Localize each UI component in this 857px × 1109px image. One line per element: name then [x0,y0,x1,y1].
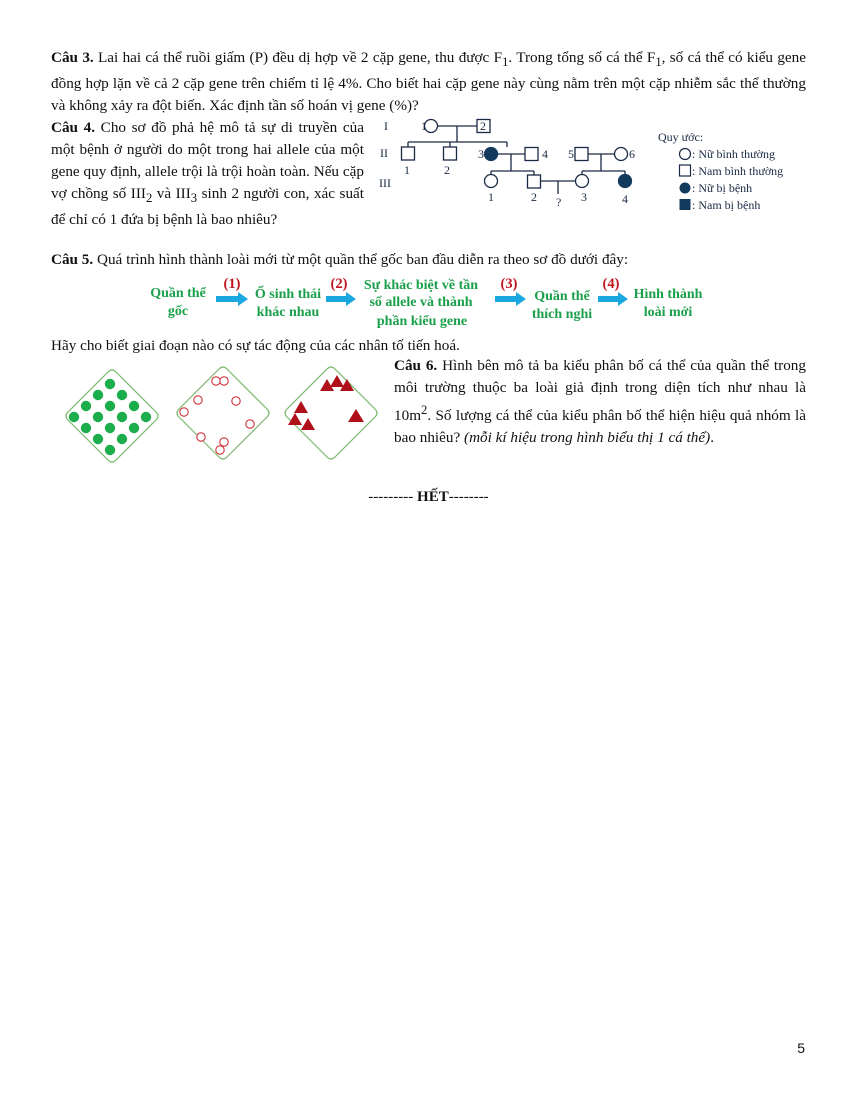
question-3-sub-a: 1 [502,55,509,70]
distribution-patterns-figure [58,364,388,474]
speciation-flow-diagram [140,274,720,332]
question-3 [51,47,806,117]
flow-arrow-4 [598,292,628,306]
gen-II-label: II [380,146,388,160]
flow-box3-line1: Sự khác biệt về tần [363,278,479,293]
question-5 [51,249,806,271]
flow-arrow-2 [326,292,356,306]
question-4-label: Câu 4. [51,119,96,136]
III4-affected-female-symbol [619,175,632,188]
III4-number: 4 [622,192,628,206]
II6-normal-female-symbol [615,148,628,161]
flow-box4-line2: thích nghi [531,307,593,322]
question-6-text-a: Hình bên mô tả ba kiểu phân bố cá thể của quần thể trong môi trường thuộc ba loài giả định trong diện tích như nhau là 10m [394,357,806,425]
green-dot [117,412,127,422]
red-ring [180,408,188,416]
legend-normal-male-icon [680,165,691,176]
question-6-text-c: . [710,429,715,447]
question-6-sup: 2 [421,403,428,417]
question-6-text-b: . Số lượng cá thể của kiểu phân bố thể hiện hiệu quả nhóm là bao nhiêu? [394,407,806,447]
end-marker: --------- HẾT-------- [368,489,489,505]
question-4-text-b: và III [152,185,191,202]
flow-step-2: (2) [330,276,348,292]
II4-normal-male-symbol [525,148,538,161]
red-ring [246,420,254,428]
II2-normal-male-symbol [444,147,457,160]
green-dot [105,379,115,389]
gen-III-label: III [379,176,391,190]
legend-affected-male: : Nam bị bệnh [692,198,761,212]
flow-arrow-3 [495,292,526,306]
green-dot [93,412,103,422]
question-5-text: Quá trình hình thành loài mới từ một quần thể gốc ban đầu diễn ra theo sơ đồ dưới đây: [93,251,629,268]
legend-title: Quy ước: [658,130,704,144]
green-dot [105,401,115,411]
flow-box5-line1: Hình thành [633,287,703,302]
green-dot [141,412,151,422]
legend-affected-male-icon [680,199,691,210]
question-3-text-c: , số cá thể có kiểu gene đồng hợp lặn về cả 2 cặp gene trên chiếm tỉ lệ 4%. Cho biết hai cặp gene này cùng nằm trên một cặp nhiễm sắc thể thường và không xảy ra đột biến. Xác định tần số hoán vị gene (%)? [51,49,807,115]
III1-normal-female-symbol [485,175,498,188]
III3-normal-female-symbol [576,175,589,188]
question-6-label: Câu 6. [394,357,438,374]
green-dot [93,434,103,444]
flow-box1-line1: Quần thể [150,286,206,301]
question-4 [51,117,364,231]
II4-number: 4 [542,147,548,161]
flow-arrow-1 [216,292,248,306]
II1-normal-male-symbol [402,147,415,160]
II2-number: 2 [444,163,450,177]
flow-step-4: (4) [602,276,620,292]
question-5-label: Câu 5. [51,251,94,268]
red-ring [220,377,228,385]
gen-I-label: I [384,119,388,133]
question-3-text-b: . Trong tổng số cá thể F [508,49,656,66]
flow-box1-line2: gốc [167,304,189,319]
red-ring [212,377,220,385]
II5-normal-male-symbol [575,148,588,161]
flow-step-3: (3) [500,276,518,292]
green-dot [129,401,139,411]
red-ring [216,446,224,454]
flow-box3-line2: số allele và thành [369,295,473,310]
legend-normal-female: : Nữ bình thường [692,147,776,161]
III3-number: 3 [581,190,587,204]
II3-affected-female-symbol [485,148,498,161]
III-unknown-child: ? [556,195,562,209]
green-dot [81,423,91,433]
red-ring [232,397,240,405]
green-dot [81,401,91,411]
legend-affected-female: : Nữ bị bệnh [692,181,753,195]
legend-affected-female-icon [680,183,691,194]
II3-number: 3 [478,147,484,161]
III2-normal-male-symbol [528,175,541,188]
red-ring [197,433,205,441]
legend-normal-male: : Nam bình thường [692,164,784,178]
flow-box2-line2: khác nhau [256,305,320,320]
III1-number: 1 [488,190,494,204]
green-dot [117,390,127,400]
II5-number: 5 [568,147,574,161]
II1-number: 1 [404,163,410,177]
flow-box5-line2: loài mới [643,305,693,320]
II6-number: 6 [629,147,635,161]
flow-step-1: (1) [223,276,241,292]
III2-number: 2 [531,190,537,204]
question-6 [394,355,806,449]
green-dot [105,423,115,433]
question-3-label: Câu 3. [51,49,94,66]
question-4-sub-a: 2 [145,191,153,206]
question-5-prompt: Hãy cho biết giai đoạn nào có sự tác động của các nhân tố tiến hoá. [51,337,460,354]
I1-number: 1 [421,119,427,133]
question-4-text-a: Cho sơ đồ phả hệ mô tả sự di truyền của một bệnh ở người do một trong hai allele của một gene quy định, allele trội là trội hoàn toàn. Nếu cặp vợ chồng số III [51,119,364,202]
question-4-text-c: sinh 2 người con, xác suất để chỉ có 1 đứa bị bệnh là bao nhiêu? [51,185,364,229]
flow-box3-line3: phần kiểu gene [376,314,468,329]
flow-box4-line1: Quần thể [534,289,590,304]
pedigree-lines [408,126,625,194]
question-4-sub-b: 3 [190,191,198,206]
question-3-sub-b: 1 [655,55,662,70]
flow-box2-line1: Ổ sinh thái [254,287,322,302]
green-dot [117,434,127,444]
green-dot [129,423,139,433]
question-6-italic-note: (mỗi kí hiệu trong hình biểu thị 1 cá thể) [464,429,711,447]
question-3-text-a: Lai hai cá thể ruồi giấm (P) đều dị hợp về 2 cặp gene, thu được F [93,49,503,66]
page-number: 5 [797,1040,805,1056]
green-dot [105,445,115,455]
pedigree-diagram [376,114,806,216]
red-ring [194,396,202,404]
I2-number: 2 [480,119,486,133]
green-dot [69,412,79,422]
legend-normal-female-icon [680,149,691,160]
red-ring [220,438,228,446]
green-dot [93,390,103,400]
